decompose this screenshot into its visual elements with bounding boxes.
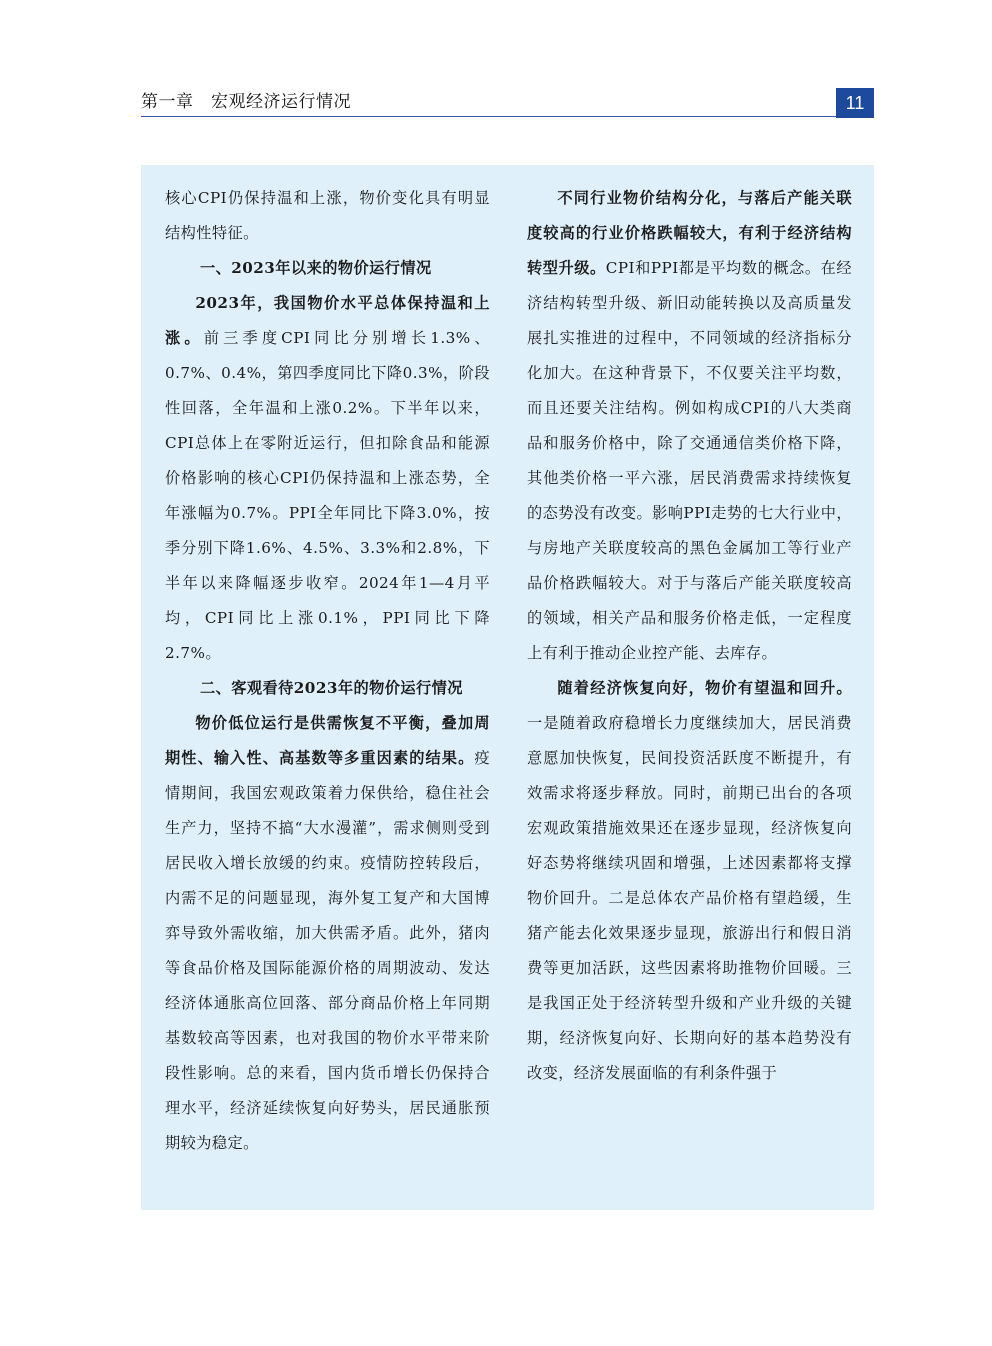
page-number: 11 (836, 88, 874, 118)
paragraph (165, 286, 490, 671)
paragraph-body: 前三季度CPI同比分别增长1.3%、0.7%、0.4%，第四季度同比下降0.3%，阶段性回落，全年温和上涨0.2%。下半年以来，CPI总体上在零附近运行，但扣除食品和能源价格影响的核心CPI仍保持温和上涨态势，全年涨幅为0.7%。PPI全年同比下降3.0%，按季分别下降1.6%、4.5%、3.3%和2.8%，下半年以来降幅逐步收窄。2024年1—4月平均，CPI同比上涨0.1%，PPI同比下降2.7%。 (165, 329, 490, 662)
paragraph-lead: 随着经济恢复向好，物价有望温和回升。 (557, 679, 852, 697)
paragraph-body: 一是随着政府稳增长力度继续加大，居民消费意愿加快恢复，民间投资活跃度不断提升，有效需求将逐步释放。同时，前期已出台的各项宏观政策措施效果还在逐步显现，经济恢复向好态势将继续巩固和增强，上述因素都将支撑物价回升。二是总体农产品价格有望趋缓，生猪产能去化效果逐步显现，旅游出行和假日消费等更加活跃，这些因素将助推物价回暖。三是我国正处于经济转型升级和产业升级的关键期，经济恢复向好、长期向好的基本趋势没有改变，经济发展面临的有利条件强于 (527, 714, 852, 1082)
paragraph-lead: 物价低位运行是供需恢复不平衡，叠加周期性、输入性、高基数等多重因素的结果。 (165, 714, 490, 767)
section-heading-1: 一、2023年以来的物价运行情况 (199, 259, 432, 277)
left-column (165, 181, 490, 1161)
paragraph (527, 181, 852, 671)
header-rule (141, 116, 874, 117)
paragraph (527, 671, 852, 1091)
content-panel (141, 165, 874, 1210)
page-header (141, 88, 874, 118)
paragraph-lead: 不同行业物价结构分化，与落后产能关联度较高的行业价格跌幅较大，有利于经济结构转型升级。 (527, 189, 852, 277)
paragraph-body: CPI和PPI都是平均数的概念。在经济结构转型升级、新旧动能转换以及高质量发展扎实推进的过程中，不同领域的经济指标分化加大。在这种背景下，不仅要关注平均数，而且还要关注结构。例如构成CPI的八大类商品和服务价格中，除了交通通信类价格下降，其他类价格一平六涨，居民消费需求持续恢复的态势没有改变。影响PPI走势的七大行业中，与房地产关联度较高的黑色金属加工等行业产品价格跌幅较大。对于与落后产能关联度较高的领域，相关产品和服务价格走低，一定程度上有利于推动企业控产能、去库存。 (527, 259, 852, 662)
right-column (527, 181, 852, 1091)
paragraph-body: 疫情期间，我国宏观政策着力保供给，稳住社会生产力，坚持不搞“大水漫灌”，需求侧则受到居民收入增长放缓的约束。疫情防控转段后，内需不足的问题显现，海外复工复产和大国博弈导致外需收缩，加大供需矛盾。此外，猪肉等食品价格及国际能源价格的周期波动、发达经济体通胀高位回落、部分商品价格上年同期基数较高等因素，也对我国的物价水平带来阶段性影响。总的来看，国内货币增长仍保持合理水平，经济延续恢复向好势头，居民通胀预期较为稳定。 (165, 749, 490, 1152)
chapter-title: 第一章 宏观经济运行情况 (141, 92, 351, 112)
paragraph-continuation: 核心CPI仍保持温和上涨，物价变化具有明显结构性特征。 (165, 189, 490, 242)
section-heading-2: 二、客观看待2023年的物价运行情况 (199, 679, 463, 697)
paragraph (165, 706, 490, 1161)
paragraph-lead: 2023年，我国物价水平总体保持温和上涨。 (165, 294, 490, 347)
